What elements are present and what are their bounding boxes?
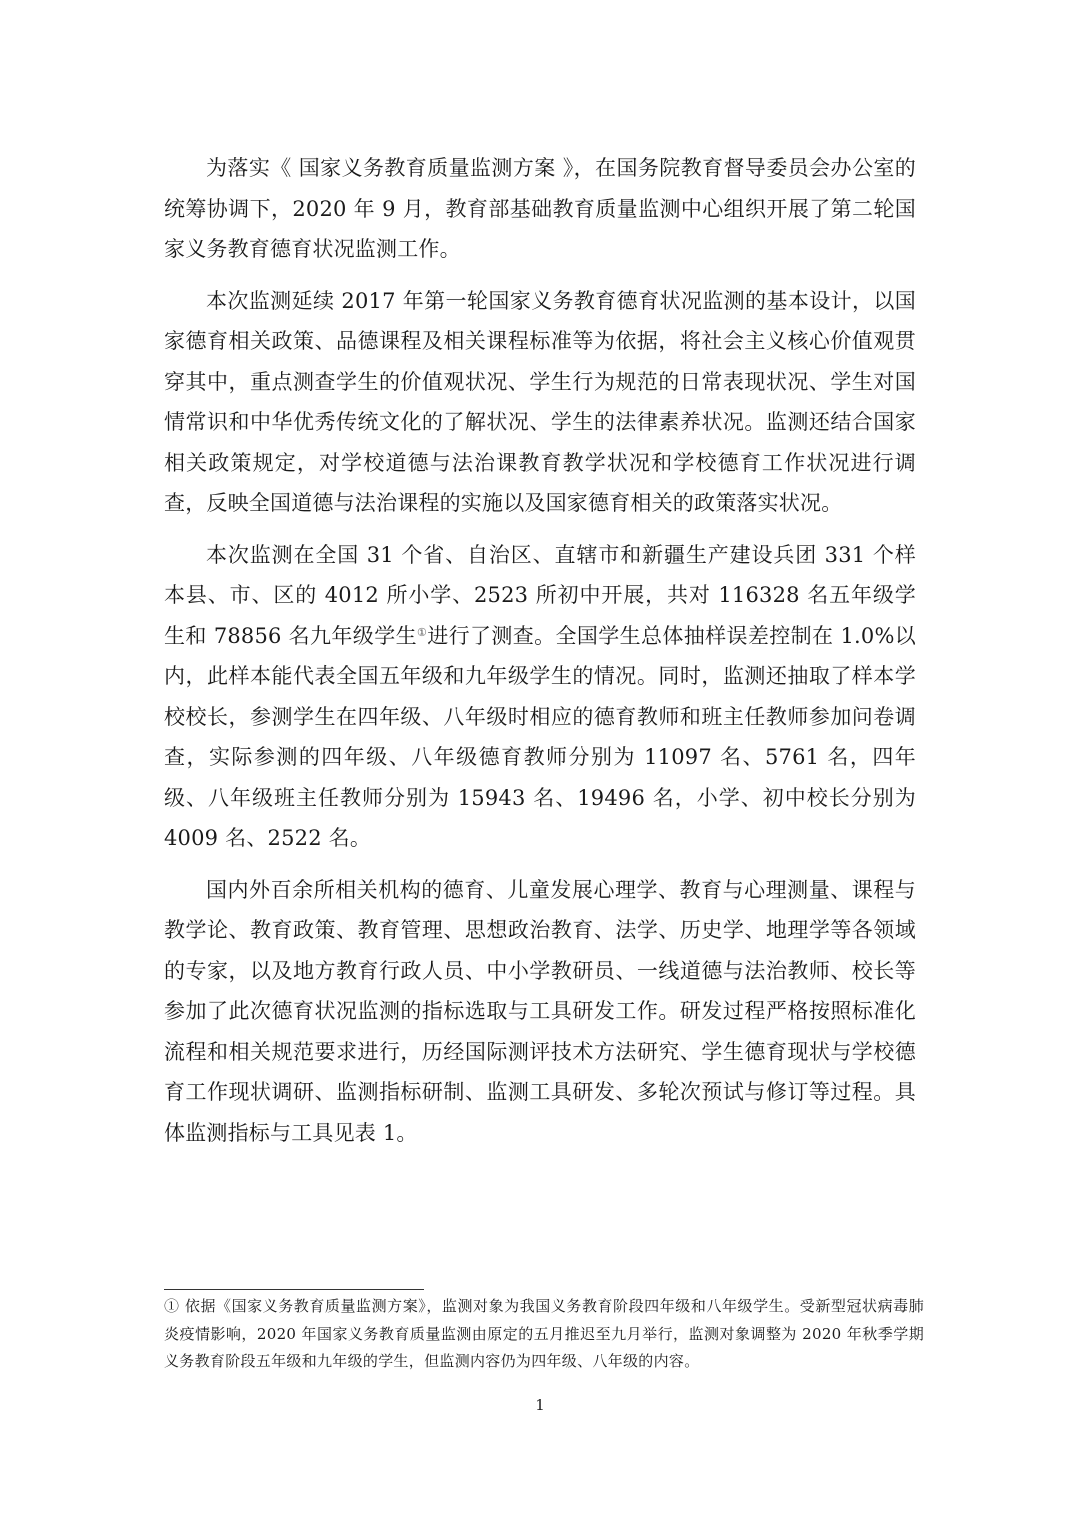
body-text [164,148,916,1164]
footnote-reference[interactable]: ① [416,625,428,639]
paragraph-experts: 国内外百余所相关机构的德育、儿童发展心理学、教育与心理测量、课程与教学论、教育政策、教育管理、思想政治教育、法学、历史学、地理学等各领域的专家，以及地方教育行政人员、中小学教研员、一线道德与法治教师、校长等参加了此次德育状况监测的指标选取与工具研发工作。研发过程严格按照标准化流程和相关规范要求进行，历经国际测评技术方法研究、学生德育现状与学校德育工作现状调研、监测指标研制、监测工具研发、多轮次预试与修订等过程。具体监测指标与工具见表 1。 [164,877,916,1145]
paragraph-sample [164,535,916,859]
page-number: 1 [535,1396,545,1414]
paragraph-intro: 为落实《 国家义务教育质量监测方案 》，在国务院教育督导委员会办公室的统筹协调下，2020 年 9 月，教育部基础教育质量监测中心组织开展了第二轮国家义务教育德育状况监测工作。 [164,156,916,261]
sample-text-part-2: 进行了测查。全国学生总体抽样误差控制在 1.0%以内，此样本能代表全国五年级和九年级学生的情况。同时，监测还抽取了样本学校校长，参测学生在四年级、八年级时相应的德育教师和班主任教师参加问卷调查，实际参测的四年级、八年级德育教师分别为 11097 名、5761 名，四年级、八年级班主任教师分别为 15943 名、19496 名，小学、初中校长分别为 4009 名、2522 名。 [164,623,917,850]
paragraph-design: 本次监测延续 2017 年第一轮国家义务教育德育状况监测的基本设计，以国家德育相关政策、品德课程及相关课程标准等为依据，将社会主义核心价值观贯穿其中，重点测查学生的价值观状况、学生行为规范的日常表现状况、学生对国情常识和中华优秀传统文化的了解状况、学生的法律素养状况。监测还结合国家相关政策规定，对学校道德与法治课教育教学状况和学校德育工作状况进行调查，反映全国道德与法治课程的实施以及国家德育相关的政策落实状况。 [164,288,916,515]
footnote-divider [164,1289,424,1290]
sample-text-part-1: 本次监测在全国 31 个省、自治区、直辖市和新疆生产建设兵团 331 个样本县、市、区的 4012 所小学、2523 所初中开展，共对 116328 名五年级学生和 78856 名九年级学生 [164,542,916,648]
footnote: ① 依据《国家义务教育质量监测方案》，监测对象为我国义务教育阶段四年级和八年级学生。受新型冠状病毒肺炎疫情影响，2020 年国家义务教育质量监测由原定的五月推迟至九月举行，监测对象调整为 2020 年秋季学期义务教育阶段五年级和九年级的学生，但监测内容仍为四年级、八年级的内容。 [164,1297,924,1370]
